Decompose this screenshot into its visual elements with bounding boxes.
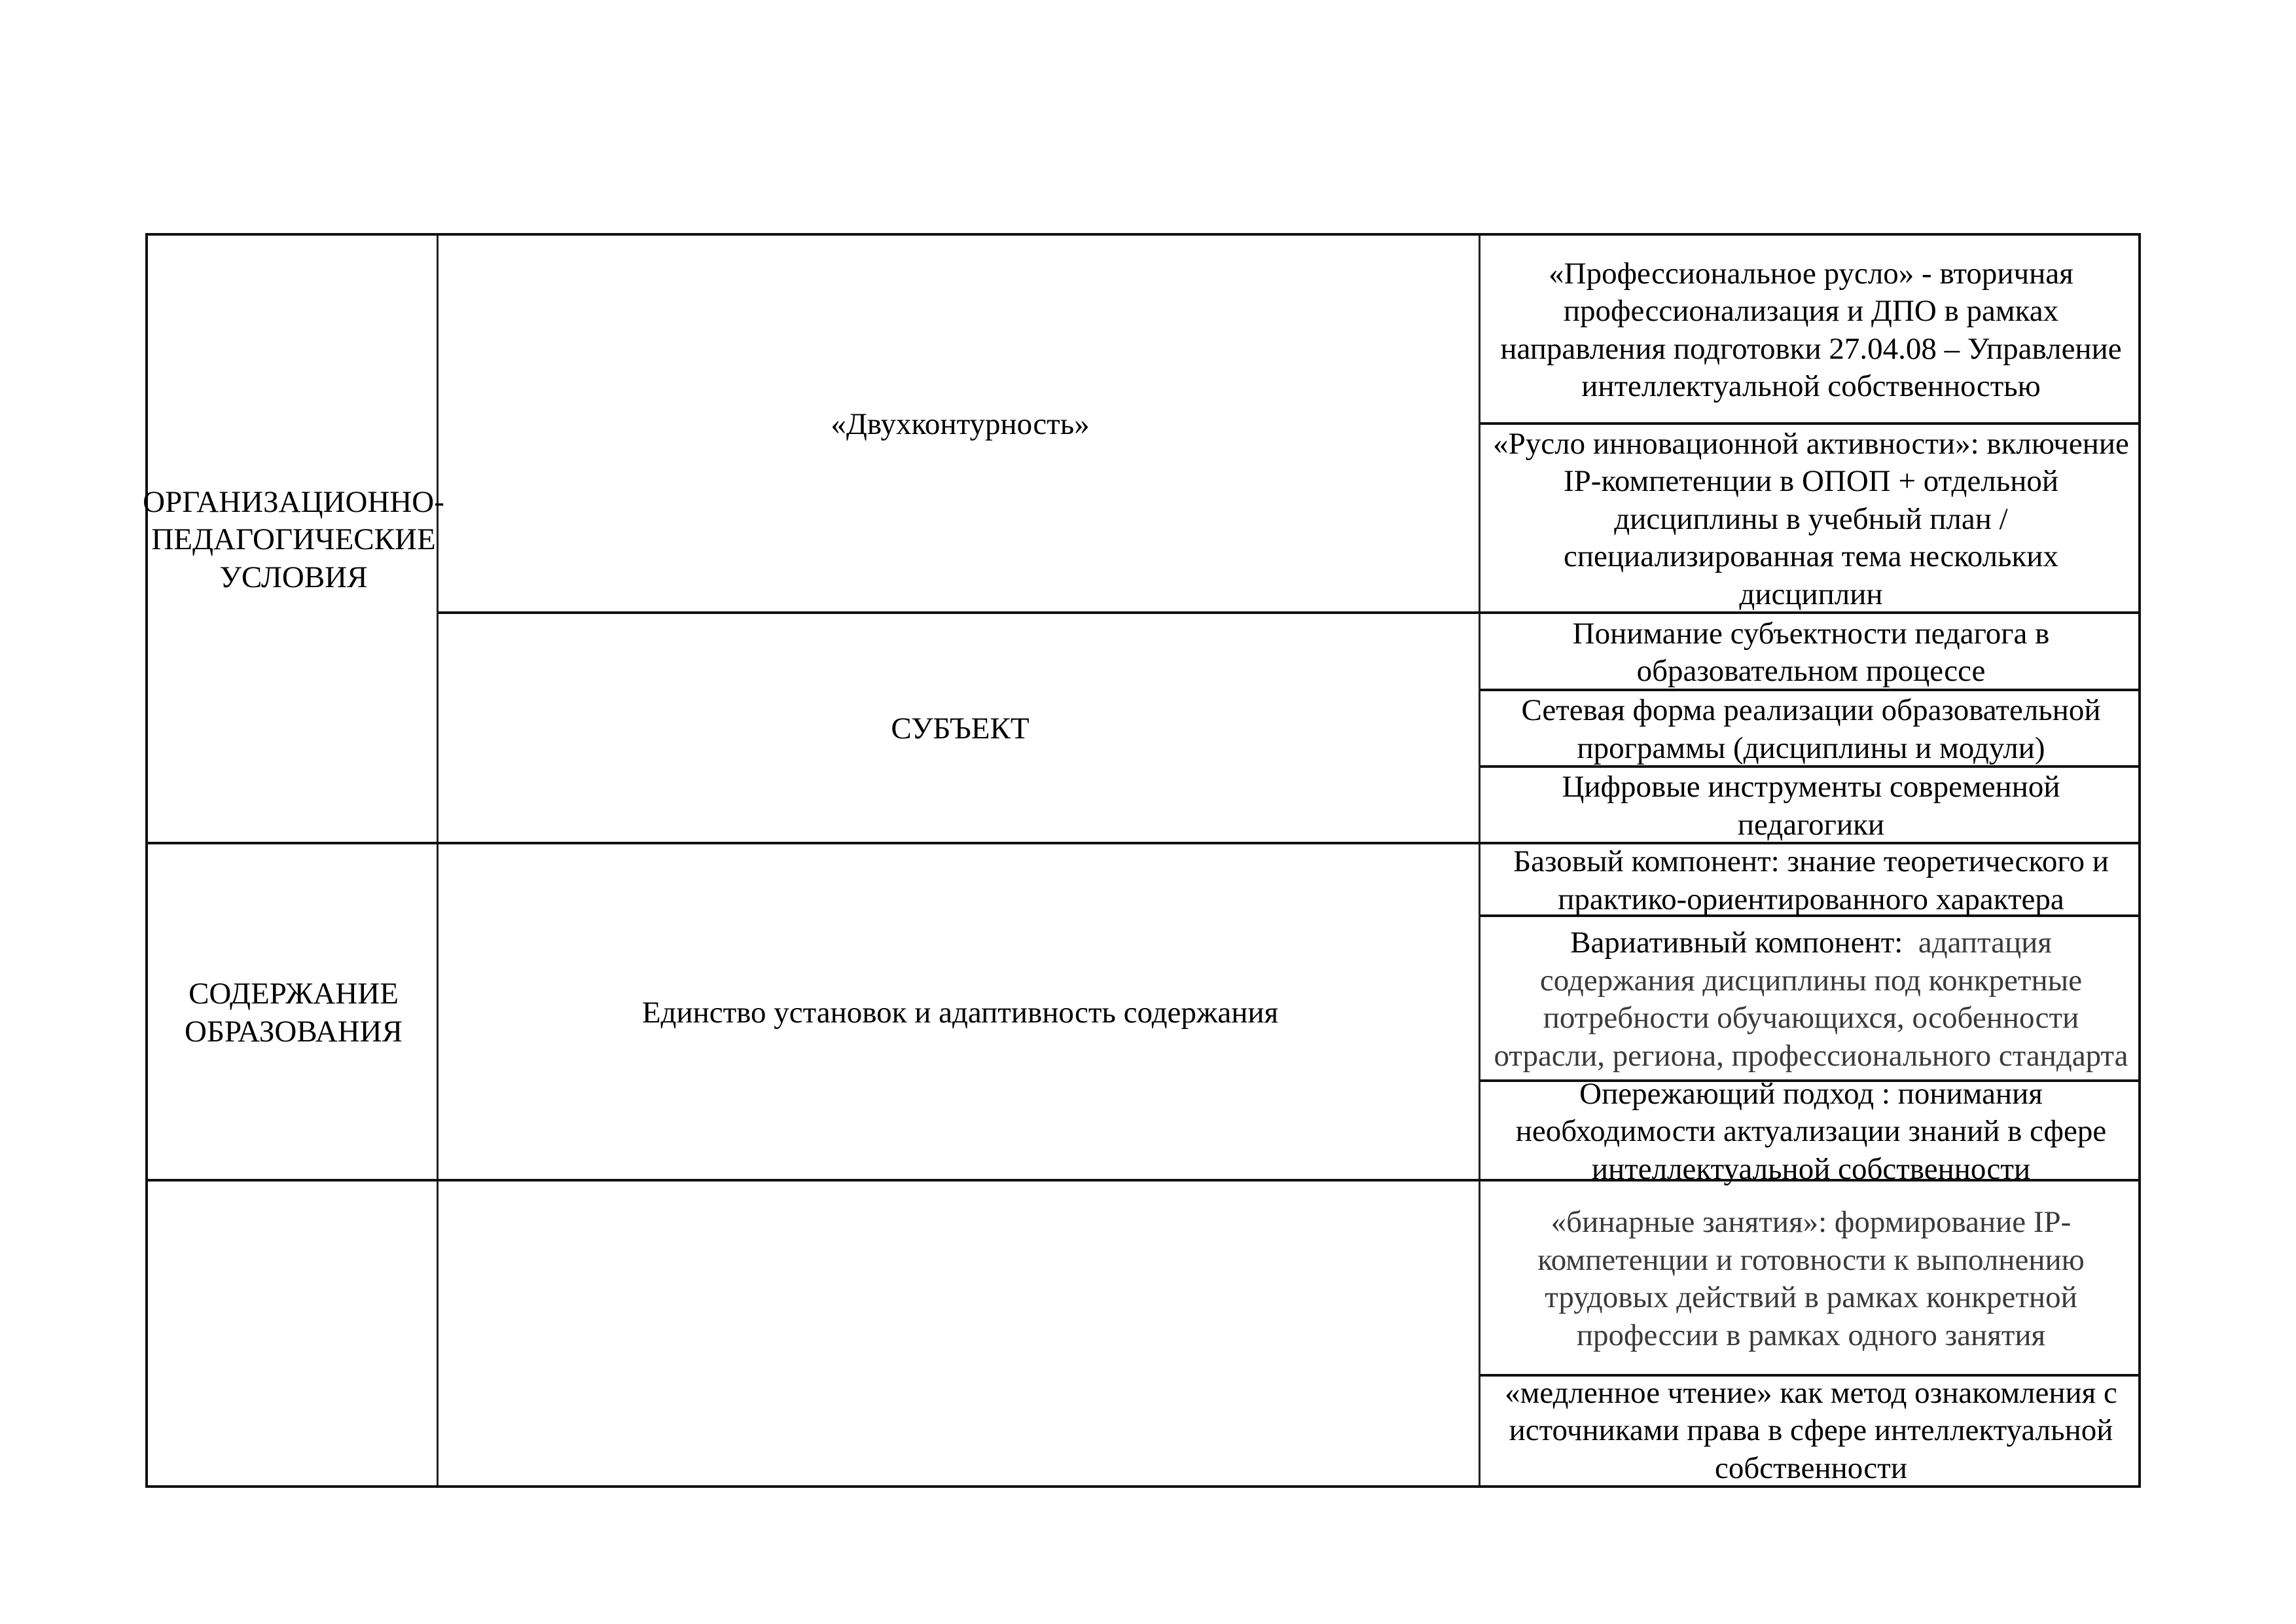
item-digital-tools: Цифровые инструменты современной педагогики <box>1562 770 2060 842</box>
item-advanced-approach: Опережающий подход : понимания необходимости актуализации знаний в сфере интеллектуальной собственности <box>1515 1076 2107 1186</box>
item-binary-classes: «бинарные занятия»: формирование IP-компетенции и готовности к выполнению трудовых действий в рамках конкретной профессии в рамках одного занятия <box>1537 1205 2085 1352</box>
variable-component-lead: Вариативный компонент: <box>1570 926 1903 960</box>
conditions-table <box>145 233 2141 1488</box>
item-teacher-subjectivity: Понимание субъектности педагога в образовательном процессе <box>1572 616 2050 688</box>
group-label-unity-adaptivity: Единство установок и адаптивность содержания <box>641 995 1279 1030</box>
item-base-component: Базовый компонент: знание теоретического и практико-ориентированного характера <box>1513 844 2109 916</box>
item-network-form: Сетевая форма реализации образовательной программы (дисциплины и модули) <box>1521 693 2101 765</box>
group-label-two-contour: «Двухконтурность» <box>831 407 1090 442</box>
section-heading-education-content: СОДЕРЖАНИЕ ОБРАЗОВАНИЯ <box>185 977 403 1049</box>
item-slow-reading: «медленное чтение» как метод ознакомления с источниками права в сфере интеллектуальной собственности <box>1505 1375 2117 1485</box>
item-variable-component <box>1481 917 2141 1082</box>
group-label-empty <box>439 1182 1481 1485</box>
section-heading-empty <box>148 1182 439 1485</box>
group-label-subject: СУБЪЕКТ <box>891 712 1030 746</box>
item-innovation-channel: «Русло инновационной активности»: включение IP-компетенции в ОПОП + отдельной дисциплины в учебный план / специализированная тема нескольких дисциплин <box>1493 426 2129 611</box>
section-heading-org-ped-conditions: ОРГАНИЗАЦИОННО-ПЕДАГОГИЧЕСКИЕ УСЛОВИЯ <box>143 484 444 594</box>
variable-component-text: адаптация содержания дисциплины под конкретные потребности обучающихся, особенности отрасли, региона, профессионального стандарта <box>1494 926 2128 1073</box>
item-professional-channel: «Профессиональное русло» - вторичная профессионализация и ДПО в рамках направления подготовки 27.04.08 – Управление интеллектуальной собственностью <box>1500 256 2122 403</box>
